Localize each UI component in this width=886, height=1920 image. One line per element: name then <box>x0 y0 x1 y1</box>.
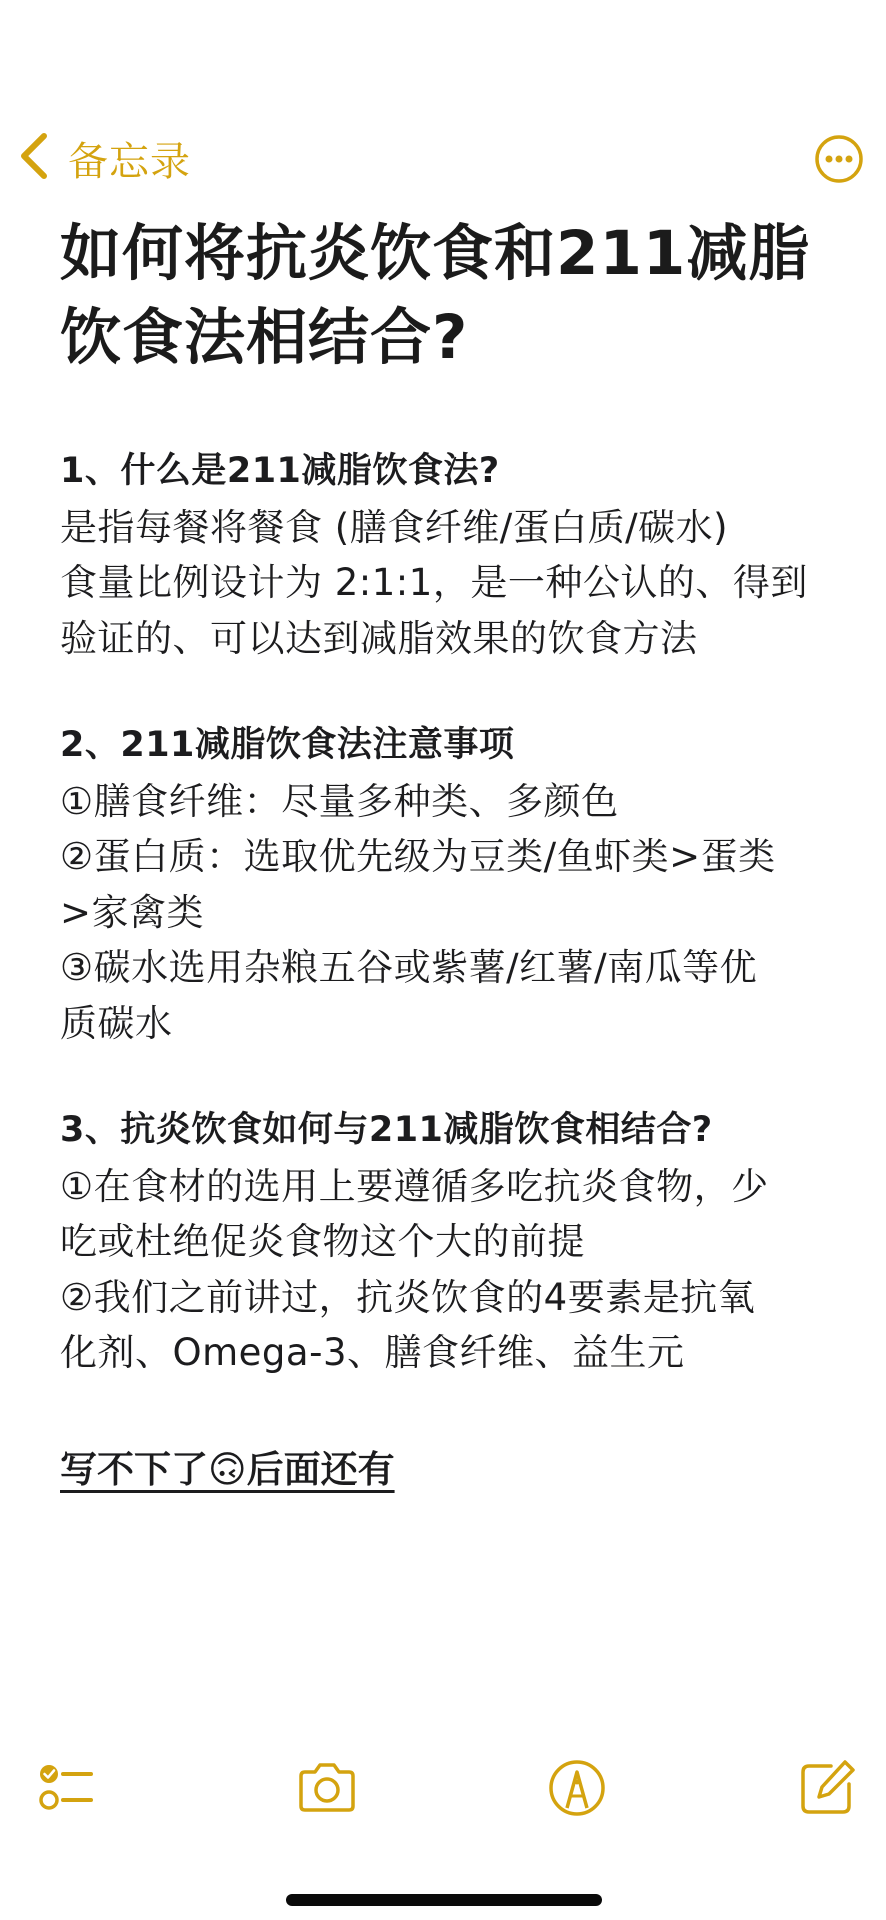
ellipsis-circle-icon <box>814 169 864 188</box>
checklist-button[interactable] <box>32 1755 102 1825</box>
body-line: 食量比例设计为 2:1:1，是一种公认的、得到 <box>60 561 808 604</box>
compose-icon <box>795 1756 859 1824</box>
more-options-button[interactable] <box>814 134 864 184</box>
note-body[interactable] <box>60 212 840 1493</box>
note-title <box>60 212 840 380</box>
title-line: 饮食法相结合? <box>60 302 469 373</box>
body-line: ②蛋白质：选取优先级为豆类/鱼虾类>蛋类 <box>60 835 776 878</box>
section-heading: 1、什么是211减脂饮食法? <box>60 451 500 491</box>
body-line: ①在食材的选用上要遵循多吃抗炎食物，少 <box>60 1164 769 1208</box>
title-line: 如何将抗炎饮食和211减脂 <box>60 218 811 289</box>
note-section-3 <box>60 1103 840 1381</box>
markup-pen-icon <box>545 1756 609 1824</box>
bottom-toolbar <box>0 1755 886 1835</box>
body-line: >家禽类 <box>60 890 205 934</box>
navigation-bar <box>0 0 886 220</box>
compose-button[interactable] <box>792 1755 862 1825</box>
note-section-2 <box>60 718 840 1051</box>
body-line: 化剂、Omega-3、膳食纤维、益生元 <box>60 1331 685 1374</box>
back-label: 备忘录 <box>68 138 191 185</box>
body-line: ①膳食纤维：尽量多种类、多颜色 <box>60 779 619 823</box>
body-line: 是指每餐将餐食 (膳食纤维/蛋白质/碳水) <box>60 505 729 549</box>
body-line: 质碳水 <box>60 1001 173 1045</box>
continued-note-link[interactable]: 写不下了🙃后面还有 <box>60 1447 395 1491</box>
camera-button[interactable] <box>292 1755 362 1825</box>
note-section-1 <box>60 444 840 666</box>
back-button[interactable] <box>14 128 191 188</box>
chevron-left-icon <box>14 130 54 186</box>
body-line: ②我们之前讲过，抗炎饮食的4要素是抗氧 <box>60 1275 756 1319</box>
body-line: 吃或杜绝促炎食物这个大的前提 <box>60 1220 585 1263</box>
section-heading: 3、抗炎饮食如何与211减脂饮食相结合? <box>60 1110 713 1150</box>
home-indicator[interactable] <box>286 1894 602 1906</box>
camera-icon <box>295 1756 359 1824</box>
checklist-icon <box>35 1756 99 1824</box>
body-line: 验证的、可以达到减脂效果的饮食方法 <box>60 616 698 660</box>
markup-button[interactable] <box>542 1755 612 1825</box>
body-line: ③碳水选用杂粮五谷或紫薯/红薯/南瓜等优 <box>60 946 758 989</box>
section-heading: 2、211减脂饮食法注意事项 <box>60 725 515 765</box>
